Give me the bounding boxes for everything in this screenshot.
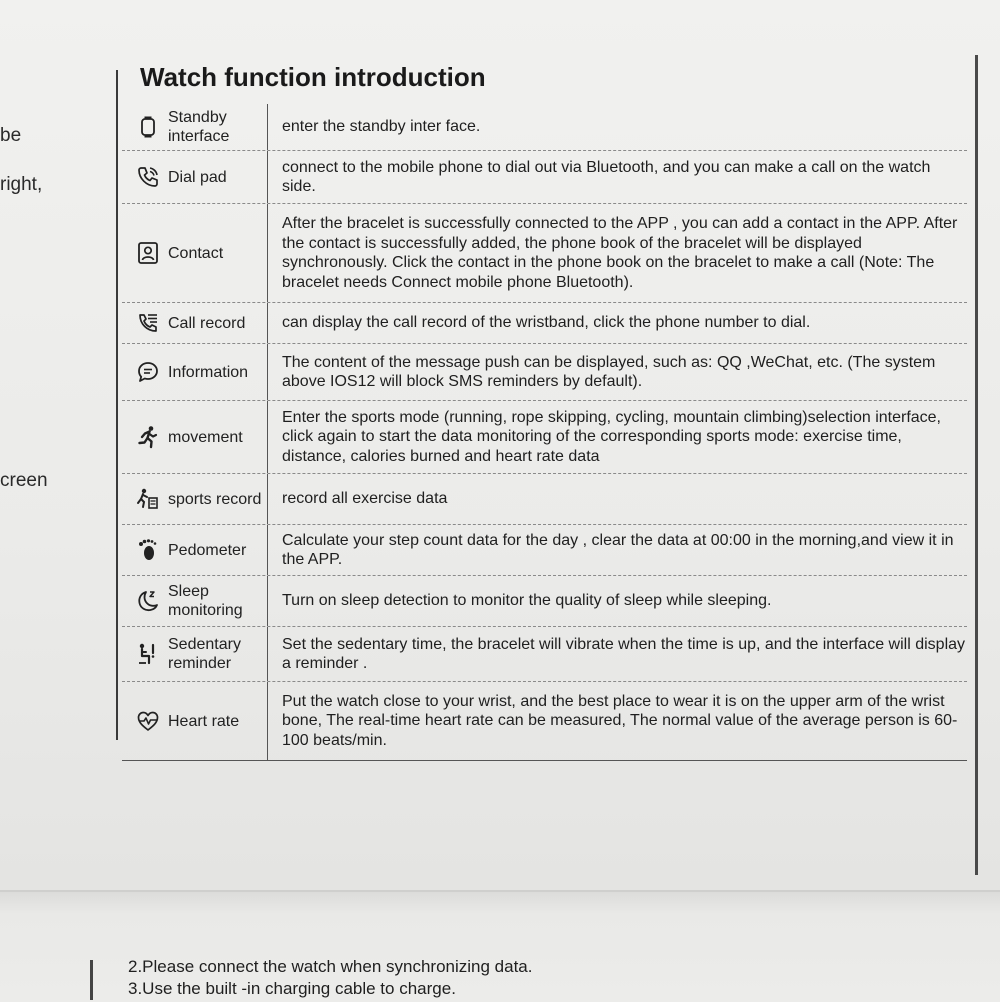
watch-icon — [136, 115, 160, 139]
function-description: Calculate your step count data for the day , clear the data at 00:00 in the morning,and view it in the APP. — [282, 531, 954, 568]
table-row — [122, 204, 967, 303]
table-row — [122, 151, 967, 204]
heart-rate-icon — [136, 709, 160, 733]
function-name: Pedometer — [168, 541, 247, 559]
function-name: Standby interface — [168, 109, 230, 145]
function-description: Set the sedentary time, the bracelet will vibrate when the time is up, and the interface will display a reminder . — [282, 635, 966, 672]
function-name-cell — [122, 576, 268, 626]
function-description: Put the watch close to your wrist, and the best place to wear it is on the upper arm of the wrist bone, The real-time heart rate can be measured, The normal value of the average person is 60-100 beats/min. — [282, 692, 958, 749]
function-name-cell — [122, 344, 268, 400]
function-description: The content of the message push can be displayed, such as: QQ ,WeChat, etc. (The system above IOS12 will block SMS reminders by default). — [282, 353, 936, 390]
function-name-cell — [122, 303, 268, 343]
function-name-cell — [122, 151, 268, 203]
function-name-cell — [122, 204, 268, 302]
function-description: Enter the sports mode (running, rope skipping, cycling, mountain climbing)selection interface, click again to start the data monitoring of the corresponding sports mode: exercise time, distance, calories burned and heart rate data — [282, 408, 941, 465]
function-description: can display the call record of the wristband, click the phone number to dial. — [282, 314, 811, 332]
function-name-cell — [122, 401, 268, 473]
function-name: Dial pad — [168, 168, 227, 186]
function-name-cell — [122, 104, 268, 150]
function-name: sports record — [168, 490, 262, 508]
call-record-icon — [136, 311, 160, 335]
function-name-cell — [122, 682, 268, 760]
function-name-cell — [122, 627, 268, 681]
function-name: movement — [168, 428, 243, 446]
table-row — [122, 344, 967, 401]
function-description: record all exercise data — [282, 490, 448, 508]
instruction-item: 2.Please connect the watch when synchronizing data. — [128, 957, 533, 976]
left-divider-line — [116, 70, 118, 740]
margin-fragment: creen — [0, 470, 48, 491]
margin-fragment: be — [0, 125, 22, 146]
function-name: Call record — [168, 314, 246, 332]
table-row — [122, 303, 967, 344]
table-row — [122, 576, 967, 627]
function-description: enter the standby inter face. — [282, 118, 481, 136]
sedentary-icon — [136, 642, 160, 666]
running-icon — [136, 425, 160, 449]
function-description: After the bracelet is successfully connected to the APP , you can add a contact in the APP. After the contact is successfully added, the phone book of the bracelet will be displayed synchronously. Click the contact in the phone book on the bracelet to make a call (Note: The bracelet needs Connect mobile phone Bluetooth). — [282, 215, 958, 291]
right-divider-line — [975, 55, 978, 875]
table-row — [122, 401, 967, 474]
contact-icon — [136, 241, 160, 265]
table-row — [122, 104, 967, 151]
function-name: Heart rate — [168, 712, 240, 730]
margin-fragment: right, — [0, 174, 43, 195]
function-table — [122, 104, 967, 761]
table-row — [122, 627, 967, 682]
sleep-icon — [136, 589, 160, 613]
function-name: Contact — [168, 244, 224, 262]
bottom-divider-line — [90, 960, 93, 1000]
message-icon — [136, 360, 160, 384]
function-name: Sleep monitoring — [168, 583, 243, 619]
instruction-item: 3.Use the built -in charging cable to charge. — [128, 979, 456, 998]
page-title: Watch function introduction — [140, 62, 486, 92]
function-name-cell — [122, 474, 268, 524]
function-name-cell — [122, 525, 268, 575]
function-description: Turn on sleep detection to monitor the quality of sleep while sleeping. — [282, 592, 772, 610]
function-name: Sedentary reminder — [168, 636, 241, 672]
table-row — [122, 474, 967, 525]
function-description: connect to the mobile phone to dial out via Bluetooth, and you can make a call on the watch side. — [282, 158, 931, 195]
phone-icon — [136, 165, 160, 189]
sports-record-icon — [136, 487, 160, 511]
table-row — [122, 682, 967, 761]
function-name: Information — [168, 363, 249, 381]
footprint-icon — [136, 538, 160, 562]
table-row — [122, 525, 967, 576]
